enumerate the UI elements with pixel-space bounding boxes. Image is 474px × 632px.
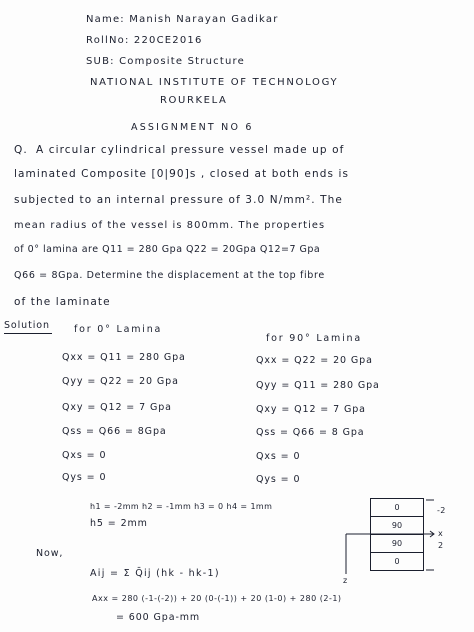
subject: SUB: Composite Structure xyxy=(86,56,245,67)
bottom-dimension: 2 xyxy=(438,541,444,550)
left-stiffness-row: Qss = Q66 = 8Gpa xyxy=(62,426,167,437)
ply-coordinates: h1 = -2mm h2 = -1mm h3 = 0 h4 = 1mm xyxy=(90,502,273,511)
ply-layer: 90 xyxy=(370,534,424,553)
aij-formula: Aij = Σ Q̄ij (hk - hk-1) xyxy=(90,568,220,579)
solution-label: Solution xyxy=(4,320,50,331)
question-line: laminated Composite [0|90]s , closed at both ends is xyxy=(14,168,350,180)
right-stiffness-row: Qxs = 0 xyxy=(256,451,301,462)
axx-result: = 600 Gpa-mm xyxy=(116,612,201,623)
ply-layer: 90 xyxy=(370,516,424,535)
ply-layer: 0 xyxy=(370,552,424,571)
question-line: subjected to an internal pressure of 3.0 N/mm². The xyxy=(14,194,343,206)
ply-layer: 0 xyxy=(370,498,424,517)
left-stiffness-row: Qyy = Q22 = 20 Gpa xyxy=(62,376,179,387)
right-stiffness-row: Qxx = Q22 = 20 Gpa xyxy=(256,355,373,366)
student-name: Name: Manish Narayan Gadikar xyxy=(86,14,279,25)
top-dimension: -2 xyxy=(437,506,446,515)
question-label: Q. xyxy=(14,144,28,156)
z-axis-label: z xyxy=(343,576,348,585)
right-stiffness-row: Qyy = Q11 = 280 Gpa xyxy=(256,380,380,391)
axx-expression: Axx = 280 (-1-(-2)) + 20 (0-(-1)) + 20 (1-0) + 280 (2-1) xyxy=(92,594,342,603)
left-stiffness-row: Qxy = Q12 = 7 Gpa xyxy=(62,402,172,413)
right-stiffness-row: Qys = 0 xyxy=(256,474,301,485)
question-line: of 0° lamina are Q11 = 280 Gpa Q22 = 20Gpa Q12=7 Gpa xyxy=(14,244,321,255)
right-stiffness-row: Qxy = Q12 = 7 Gpa xyxy=(256,404,366,415)
solution-underline xyxy=(4,333,52,334)
institute-city: ROURKELA xyxy=(160,95,228,106)
institute-name: NATIONAL INSTITUTE OF TECHNOLOGY xyxy=(90,77,339,88)
roll-number: RollNo: 220CE2016 xyxy=(86,35,203,46)
right-stiffness-row: Qss = Q66 = 8 Gpa xyxy=(256,427,365,438)
question-line: A circular cylindrical pressure vessel made up of xyxy=(36,144,345,156)
question-line: mean radius of the vessel is 800mm. The properties xyxy=(14,220,326,231)
x-axis-label: x xyxy=(438,529,444,538)
question-line: Q66 = 8Gpa. Determine the displacement at the top fibre xyxy=(14,270,325,281)
ply-coordinates: h5 = 2mm xyxy=(90,518,148,529)
now-label: Now, xyxy=(36,548,64,559)
right-column-heading: for 90° Lamina xyxy=(266,333,362,344)
question-line: of the laminate xyxy=(14,296,111,308)
left-column-heading: for 0° Lamina xyxy=(74,324,163,335)
left-stiffness-row: Qxx = Q11 = 280 Gpa xyxy=(62,352,186,363)
left-stiffness-row: Qxs = 0 xyxy=(62,450,107,461)
left-stiffness-row: Qys = 0 xyxy=(62,472,107,483)
assignment-title: ASSIGNMENT NO 6 xyxy=(131,122,254,133)
axes-drawing xyxy=(330,490,470,590)
